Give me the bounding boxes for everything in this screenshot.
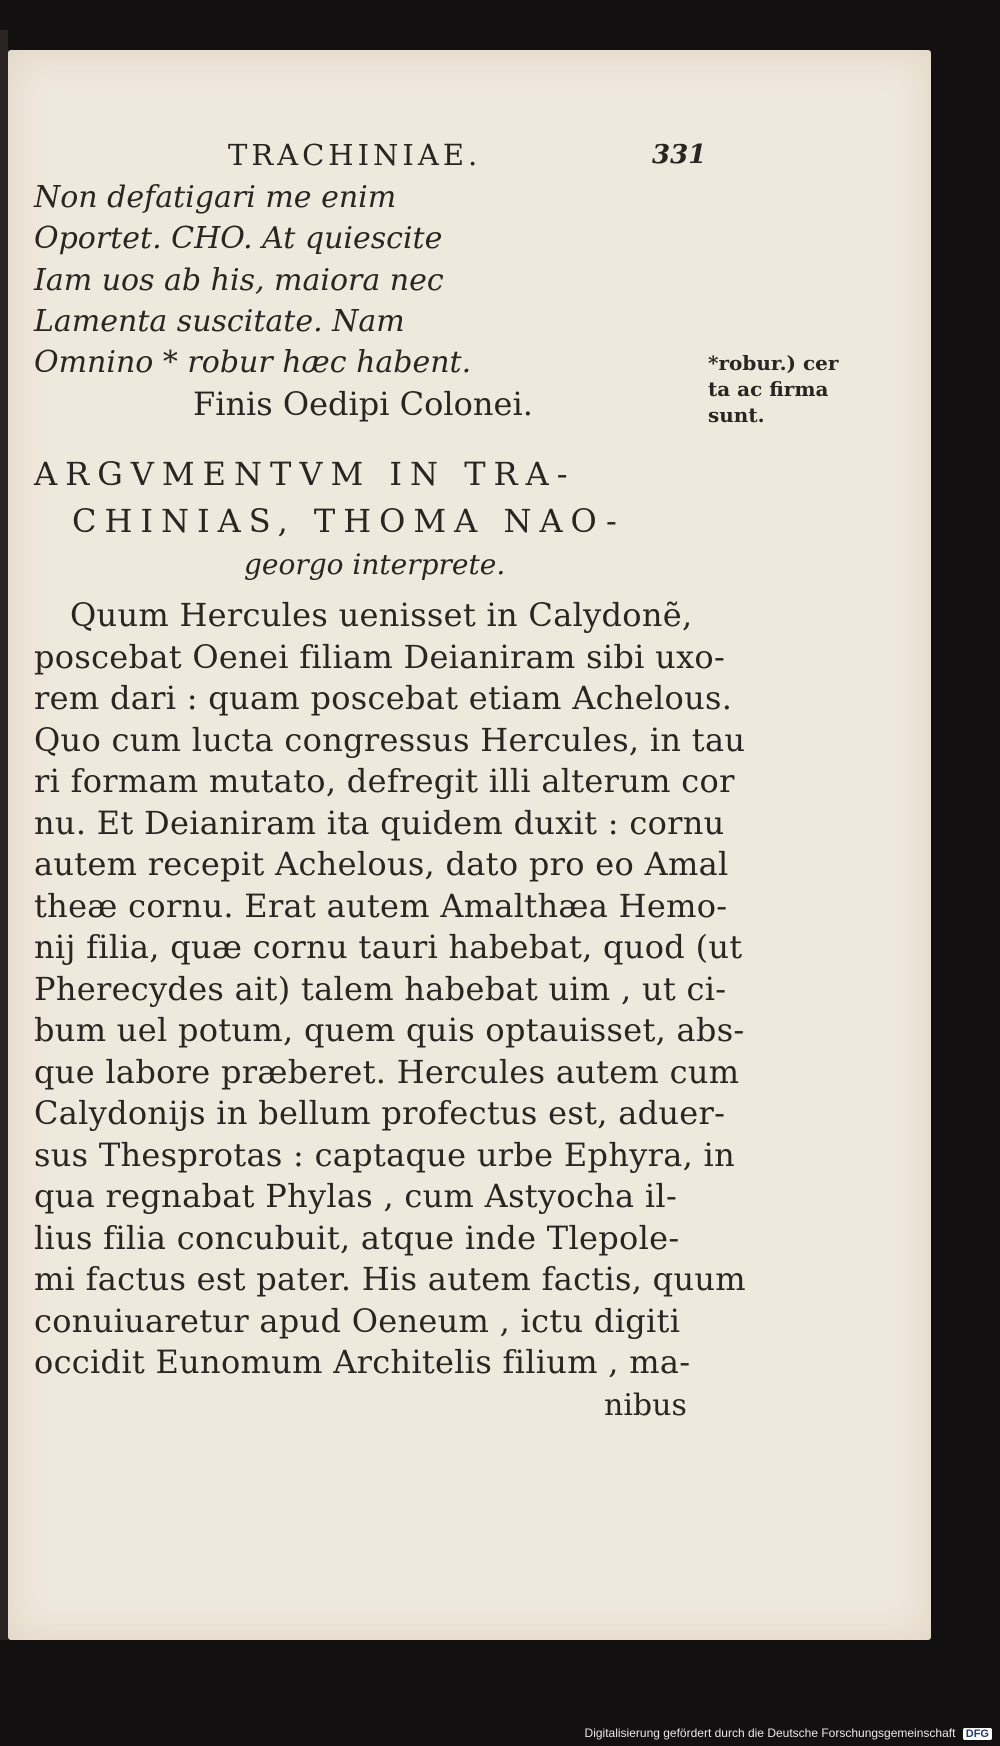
argument-title-line: CHINIAS, THOMA NAO- [72, 502, 625, 540]
prose-line: theæ cornu. Erat autem Amalthæa Hemo- [34, 887, 728, 925]
page-number: 331 [652, 140, 707, 170]
prose-line: bum uel potum, quem quis optauisset, abs- [34, 1011, 745, 1049]
prose-line: que labore præberet. Hercules autem cum [34, 1053, 740, 1091]
prose-line: lius filia concubuit, atque inde Tlepole- [34, 1219, 680, 1257]
prose-line: Pherecydes ait) talem habebat uim , ut ci- [34, 970, 727, 1008]
margin-note-line: *robur.) cer [708, 351, 839, 375]
verse-line: Omnino * robur hæc habent. [34, 345, 472, 380]
verse-line: Iam uos ab his, maiora nec [34, 263, 444, 298]
running-head: TRACHINIAE. [228, 138, 482, 172]
argument-title-line: ARGVMENTVM IN TRA- [34, 455, 576, 493]
credit-text: Digitalisierung gefördert durch die Deutsche Forschungsgemeinschaft [584, 1726, 956, 1740]
prose-line: occidit Eunomum Architelis filium , ma- [34, 1343, 691, 1381]
verse-line: Oportet. CHO. At quiescite [34, 221, 443, 256]
prose-line: autem recepit Achelous, dato pro eo Amal [34, 845, 729, 883]
prose-line: poscebat Oenei filiam Deianiram sibi uxo- [34, 638, 726, 676]
prose-line: nij filia, quæ cornu tauri habebat, quod (ut [34, 928, 743, 966]
prose-line: Quum Hercules uenisset in Calydonẽ, [70, 596, 693, 634]
page-edge [0, 30, 8, 1640]
prose-line: Calydonijs in bellum profectus est, aduer- [34, 1094, 726, 1132]
prose-line: Quo cum lucta congressus Hercules, in tau [34, 721, 746, 759]
margin-note-line: ta ac firma [708, 377, 829, 401]
dfg-logo: DFG [963, 1728, 992, 1740]
prose-line: mi factus est pater. His autem factis, quum [34, 1260, 746, 1298]
digitization-credit [585, 1726, 992, 1740]
margin-note-line: sunt. [708, 403, 765, 427]
prose-line: sus Thesprotas : captaque urbe Ephyra, in [34, 1136, 735, 1174]
prose-line: conuiuaretur apud Oeneum , ictu digiti [34, 1302, 681, 1340]
prose-line: ri formam mutato, defregit illi alterum cor [34, 762, 735, 800]
prose-line: nu. Et Deianiram ita quidem duxit : cornu [34, 804, 725, 842]
argument-subtitle: georgo interprete. [244, 548, 506, 581]
prose-line: qua regnabat Phylas , cum Astyocha il- [34, 1177, 678, 1215]
verse-line: Non defatigari me enim [34, 180, 397, 215]
prose-line: rem dari : quam poscebat etiam Achelous. [34, 679, 733, 717]
finis-line: Finis Oedipi Colonei. [193, 385, 533, 423]
catchword: nibus [604, 1388, 687, 1423]
verse-line: Lamenta suscitate. Nam [34, 304, 405, 339]
